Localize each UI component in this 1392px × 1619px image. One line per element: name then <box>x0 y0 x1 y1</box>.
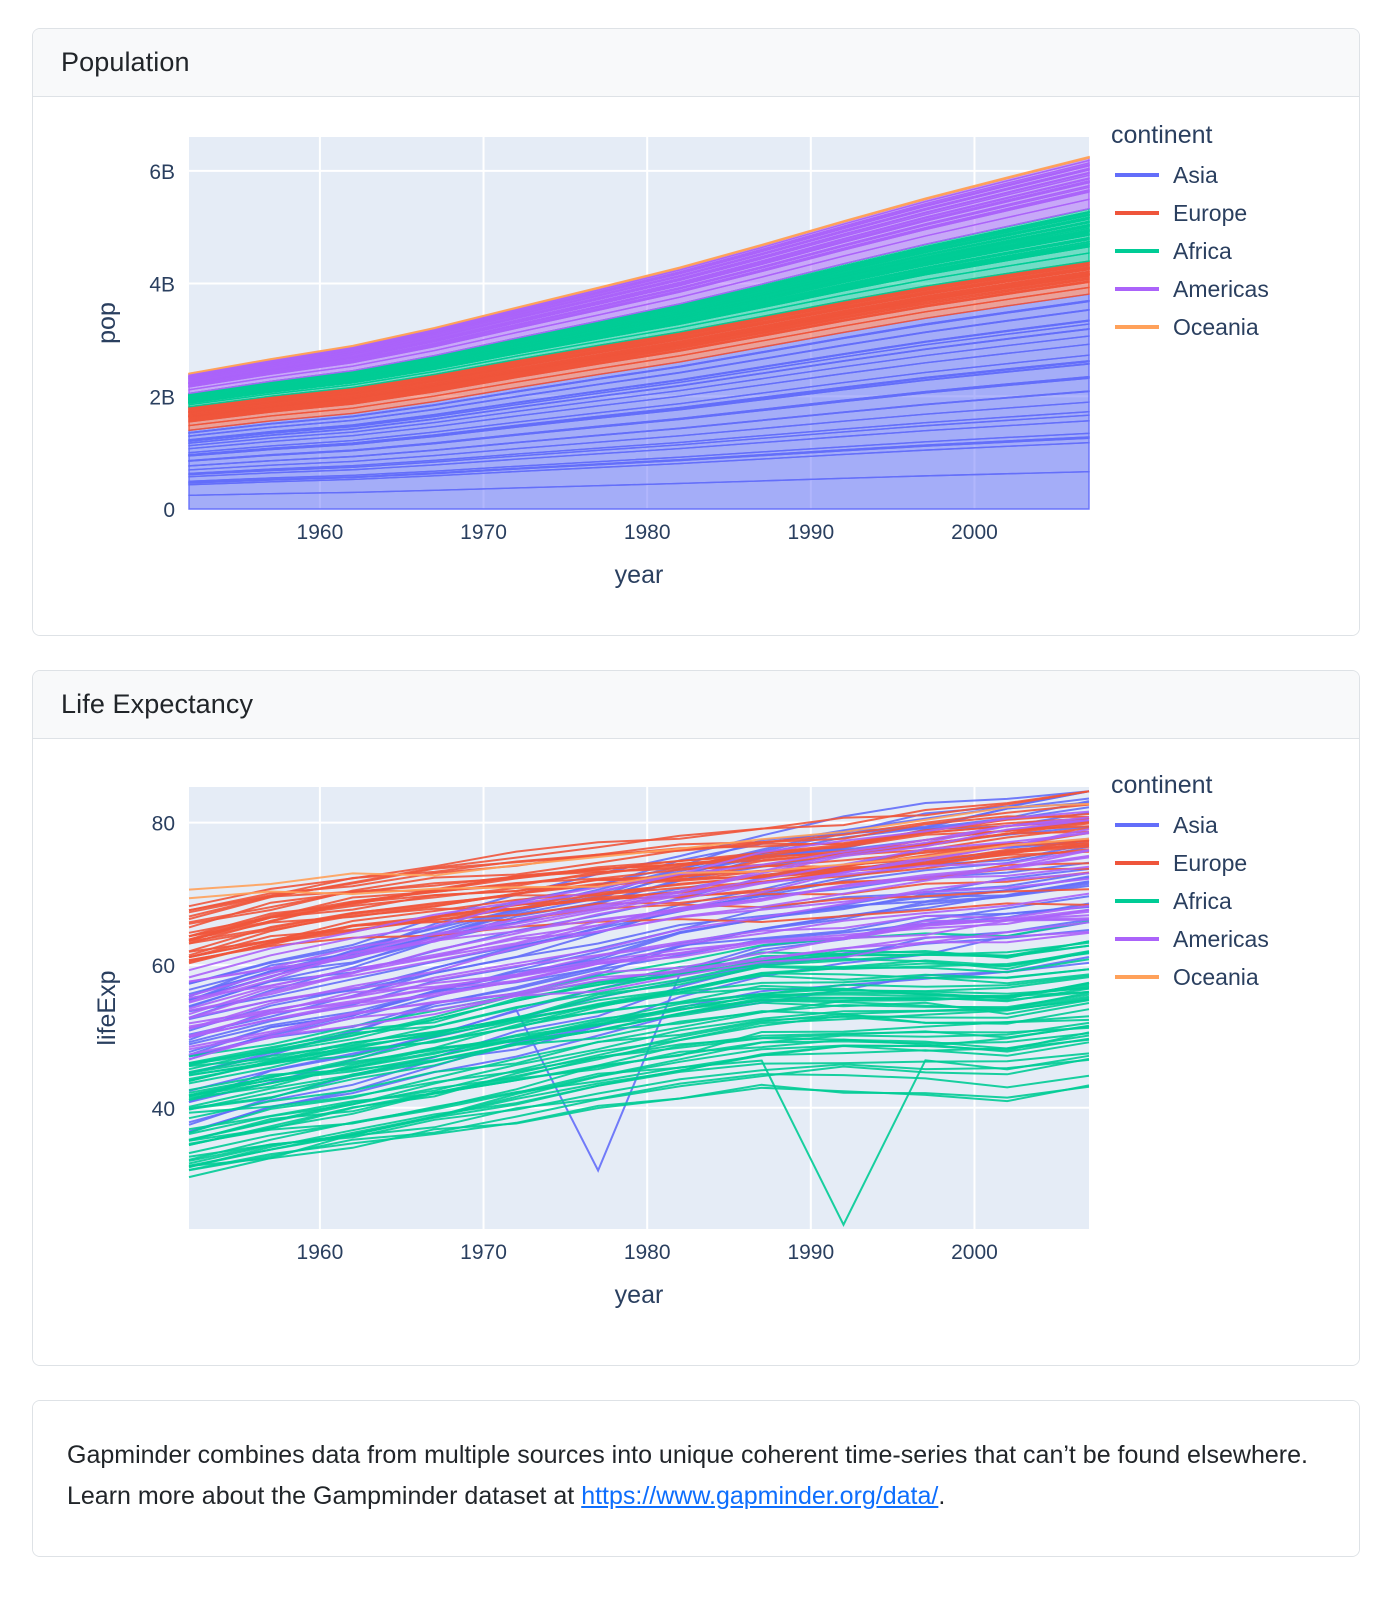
population-plot[interactable] <box>39 107 1353 619</box>
y-tick-label: 40 <box>151 1097 175 1121</box>
x-tick-label: 1990 <box>787 1241 835 1264</box>
x-tick-label: 1990 <box>787 521 835 544</box>
legend-label-asia[interactable]: Asia <box>1173 812 1218 838</box>
life-expectancy-card-body <box>33 739 1359 1365</box>
life-expectancy-card <box>32 670 1360 1366</box>
y-tick-label: 4B <box>149 273 175 297</box>
x-axis-title: year <box>614 561 664 589</box>
x-tick-label: 1980 <box>623 521 671 544</box>
legend-label-europe[interactable]: Europe <box>1173 200 1248 226</box>
x-axis-title: year <box>614 1281 664 1309</box>
x-tick-label: 1970 <box>460 521 507 544</box>
life-expectancy-chart-svg[interactable] <box>39 749 1359 1349</box>
x-tick-label: 2000 <box>951 521 998 544</box>
legend-label-africa[interactable]: Africa <box>1173 238 1232 264</box>
legend-label-americas[interactable]: Americas <box>1173 926 1269 952</box>
y-axis-title: lifeExp <box>93 970 121 1046</box>
about-text-line1: Gapminder combines data from multiple sources into unique coherent time-series <box>67 1441 968 1469</box>
population-card-title: Population <box>33 29 1359 97</box>
legend-title: continent <box>1111 121 1213 149</box>
y-tick-label: 6B <box>149 160 175 184</box>
about-text-trailing: . <box>938 1481 946 1510</box>
population-card <box>32 28 1360 636</box>
y-axis-title: pop <box>93 302 121 344</box>
x-tick-label: 1960 <box>296 1241 344 1264</box>
legend-label-africa[interactable]: Africa <box>1173 888 1232 914</box>
legend-label-oceania[interactable]: Oceania <box>1173 314 1259 340</box>
about-card <box>32 1400 1360 1557</box>
y-tick-label: 60 <box>151 955 175 979</box>
x-tick-label: 1960 <box>296 521 344 544</box>
legend-label-europe[interactable]: Europe <box>1173 850 1248 876</box>
life-expectancy-plot[interactable] <box>39 749 1353 1349</box>
legend-label-oceania[interactable]: Oceania <box>1173 964 1259 990</box>
x-tick-label: 2000 <box>951 1241 998 1264</box>
about-text-line2: that can’t be found elsewhere. Learn more about the Gampminder dataset at <box>67 1441 1308 1510</box>
population-chart-svg[interactable] <box>39 107 1359 619</box>
y-tick-label: 2B <box>149 386 175 410</box>
legend-label-asia[interactable]: Asia <box>1173 162 1218 188</box>
gapminder-data-link[interactable]: https://www.gapminder.org/data/ <box>581 1481 939 1510</box>
life-expectancy-card-title: Life Expectancy <box>33 671 1359 739</box>
y-tick-label: 0 <box>163 499 175 522</box>
y-tick-label: 80 <box>151 812 175 836</box>
x-tick-label: 1980 <box>623 1241 671 1264</box>
x-tick-label: 1970 <box>460 1241 507 1264</box>
about-card-body <box>33 1401 1359 1556</box>
legend-title: continent <box>1111 771 1213 799</box>
population-card-body <box>33 97 1359 635</box>
legend-label-americas[interactable]: Americas <box>1173 276 1269 302</box>
